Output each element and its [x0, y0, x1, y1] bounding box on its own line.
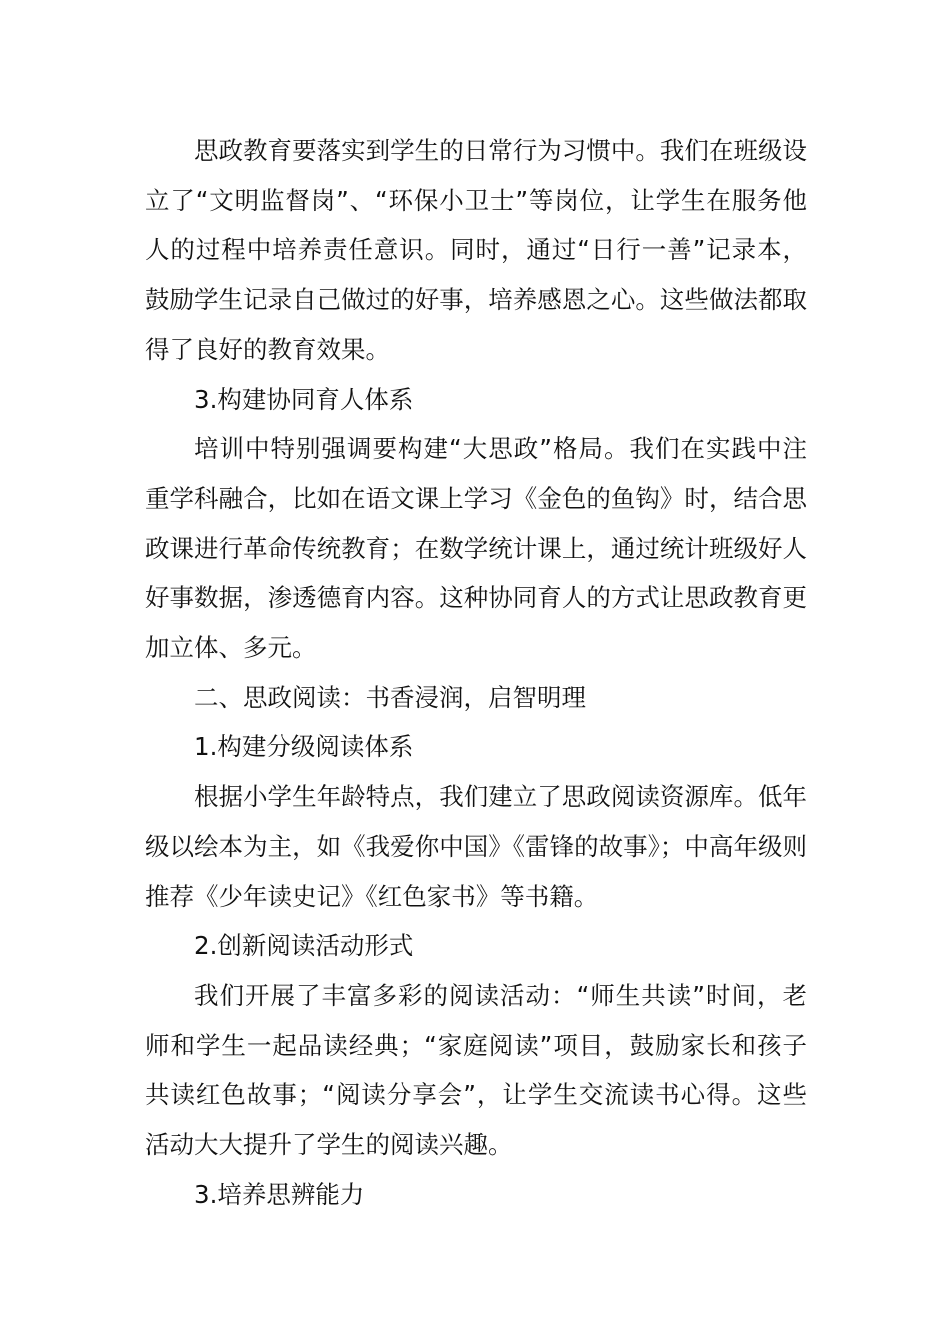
paragraph-behavior-habits: 思政教育要落实到学生的日常行为习惯中。我们在班级设立了“文明监督岗”、“环保小卫士”等岗位，让学生在服务他人的过程中培养责任意识。同时，通过“日行一善”记录本，鼓励学生记录自己做过的好事，培养感恩之心。这些做法都取得了良好的教育效果。	[145, 136, 807, 364]
heading-critical-thinking: 3.培养思辨能力	[194, 1179, 365, 1209]
heading-graded-reading: 1.构建分级阅读体系	[194, 732, 414, 762]
paragraph-reading-activities: 我们开展了丰富多彩的阅读活动：“师生共读”时间，老师和学生一起品读经典；“家庭阅读”项目，鼓励家长和孩子共读红色故事；“阅读分享会”，让学生交流读书心得。这些活动大大提升了学生的阅读兴趣。	[145, 980, 807, 1160]
heading-reading-activities: 2.创新阅读活动形式	[194, 931, 414, 961]
paragraph-reading-resources: 根据小学生年龄特点，我们建立了思政阅读资源库。低年级以绘本为主，如《我爱你中国》《雷锋的故事》；中高年级则推荐《少年读史记》《红色家书》等书籍。	[145, 782, 807, 911]
paragraph-big-ideology: 培训中特别强调要构建“大思政”格局。我们在实践中注重学科融合，比如在语文课上学习《金色的鱼钩》时，结合思政课进行革命传统教育；在数学统计课上，通过统计班级好人好事数据，渗透德育内容。这种协同育人的方式让思政教育更加立体、多元。	[145, 434, 807, 663]
heading-section-two: 二、思政阅读：书香浸润，启智明理	[194, 682, 586, 712]
heading-collaborative-education: 3.构建协同育人体系	[194, 384, 414, 414]
document-body	[145, 126, 807, 1219]
